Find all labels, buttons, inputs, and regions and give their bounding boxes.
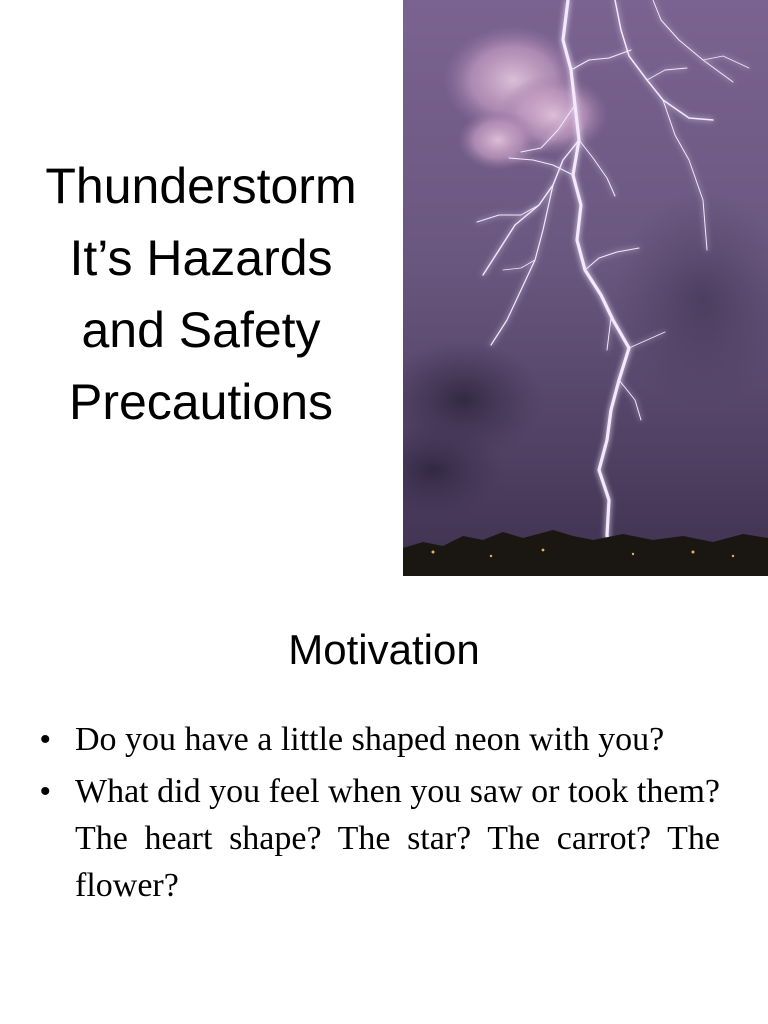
motivation-slide (0, 576, 768, 1024)
lightning-illustration (403, 0, 768, 576)
slide-title (0, 150, 402, 438)
section-heading: Motivation (288, 626, 480, 673)
bullet-icon: • (40, 775, 51, 808)
bullet-text: Do you have a little shaped neon with you? (75, 721, 665, 758)
title-line: and Safety (81, 302, 321, 358)
bullet-text: What did you feel when you saw or took them? The heart shape? The star? The carrot? The flower? (75, 773, 720, 904)
bullet-list (36, 716, 720, 914)
list-item (36, 768, 720, 909)
list-item (36, 716, 720, 763)
title-line: Precautions (68, 374, 334, 430)
title-line: It’s Hazards (69, 230, 333, 286)
bullet-icon: • (40, 723, 51, 756)
title-line: Thunderstorm (45, 158, 357, 214)
lightning-photo (403, 0, 768, 576)
